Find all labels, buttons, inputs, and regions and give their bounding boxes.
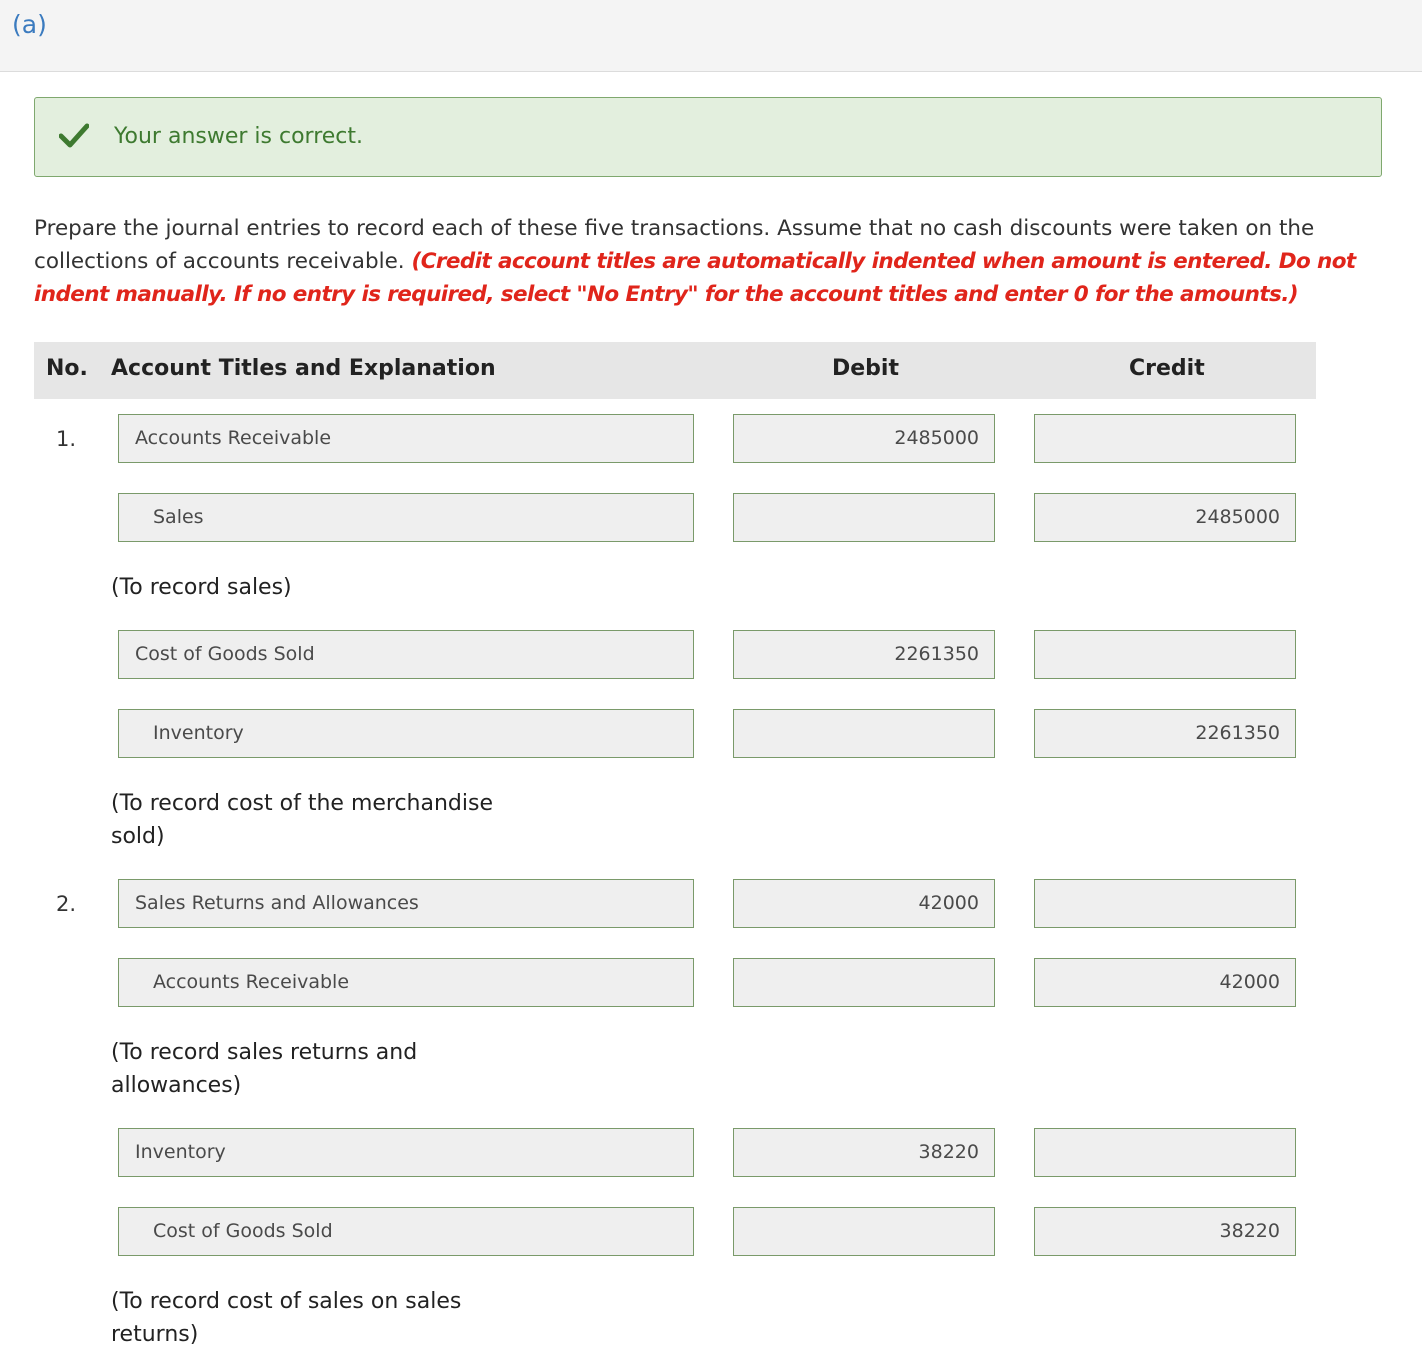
credit-input[interactable] (1034, 414, 1296, 463)
debit-input[interactable] (733, 493, 995, 542)
entry-explanation: (To record cost of sales on sales returns) (111, 1289, 462, 1347)
part-label: (a) (12, 10, 47, 39)
debit-input[interactable]: 42000 (733, 879, 995, 928)
feedback-message: Your answer is correct. (114, 124, 364, 149)
credit-input[interactable]: 2485000 (1034, 493, 1296, 542)
header-credit: Credit (1129, 356, 1205, 381)
header-debit: Debit (832, 356, 899, 381)
table-header (34, 342, 1316, 399)
entry-explanation: (To record sales returns and allowances) (111, 1040, 418, 1098)
checkmark-icon (59, 120, 89, 150)
debit-input[interactable]: 2485000 (733, 414, 995, 463)
account-select[interactable]: Inventory (118, 709, 694, 758)
credit-input[interactable] (1034, 630, 1296, 679)
credit-input[interactable]: 38220 (1034, 1207, 1296, 1256)
entry-number: 2. (56, 892, 77, 916)
account-select[interactable]: Inventory (118, 1128, 694, 1177)
entry-explanation: (To record cost of the merchandise sold) (111, 791, 494, 849)
instructions-note: (Credit account titles are automatically indented when amount is entered. Do not indent manually. If no entry is required, select "No Entry" for the account titles and enter 0 for the amounts.) (34, 249, 1356, 307)
account-select[interactable]: Accounts Receivable (118, 414, 694, 463)
header-no: No. (46, 356, 88, 381)
entry-explanation: (To record sales) (111, 575, 292, 600)
credit-input[interactable]: 2261350 (1034, 709, 1296, 758)
part-header (0, 0, 1422, 72)
account-select[interactable]: Accounts Receivable (118, 958, 694, 1007)
credit-input[interactable] (1034, 1128, 1296, 1177)
instructions-text: Prepare the journal entries to record each of these five transactions. Assume that no cash discounts were taken on the collections of accounts receivable. (34, 216, 1315, 274)
debit-input[interactable] (733, 709, 995, 758)
account-select[interactable]: Cost of Goods Sold (118, 1207, 694, 1256)
debit-input[interactable]: 38220 (733, 1128, 995, 1177)
entry-number: 1. (56, 427, 77, 451)
feedback-banner (34, 97, 1382, 177)
debit-input[interactable] (733, 958, 995, 1007)
account-select[interactable]: Sales Returns and Allowances (118, 879, 694, 928)
account-select[interactable]: Sales (118, 493, 694, 542)
debit-input[interactable]: 2261350 (733, 630, 995, 679)
header-account: Account Titles and Explanation (111, 356, 496, 381)
debit-input[interactable] (733, 1207, 995, 1256)
account-select[interactable]: Cost of Goods Sold (118, 630, 694, 679)
credit-input[interactable] (1034, 879, 1296, 928)
instructions (34, 212, 1386, 311)
credit-input[interactable]: 42000 (1034, 958, 1296, 1007)
